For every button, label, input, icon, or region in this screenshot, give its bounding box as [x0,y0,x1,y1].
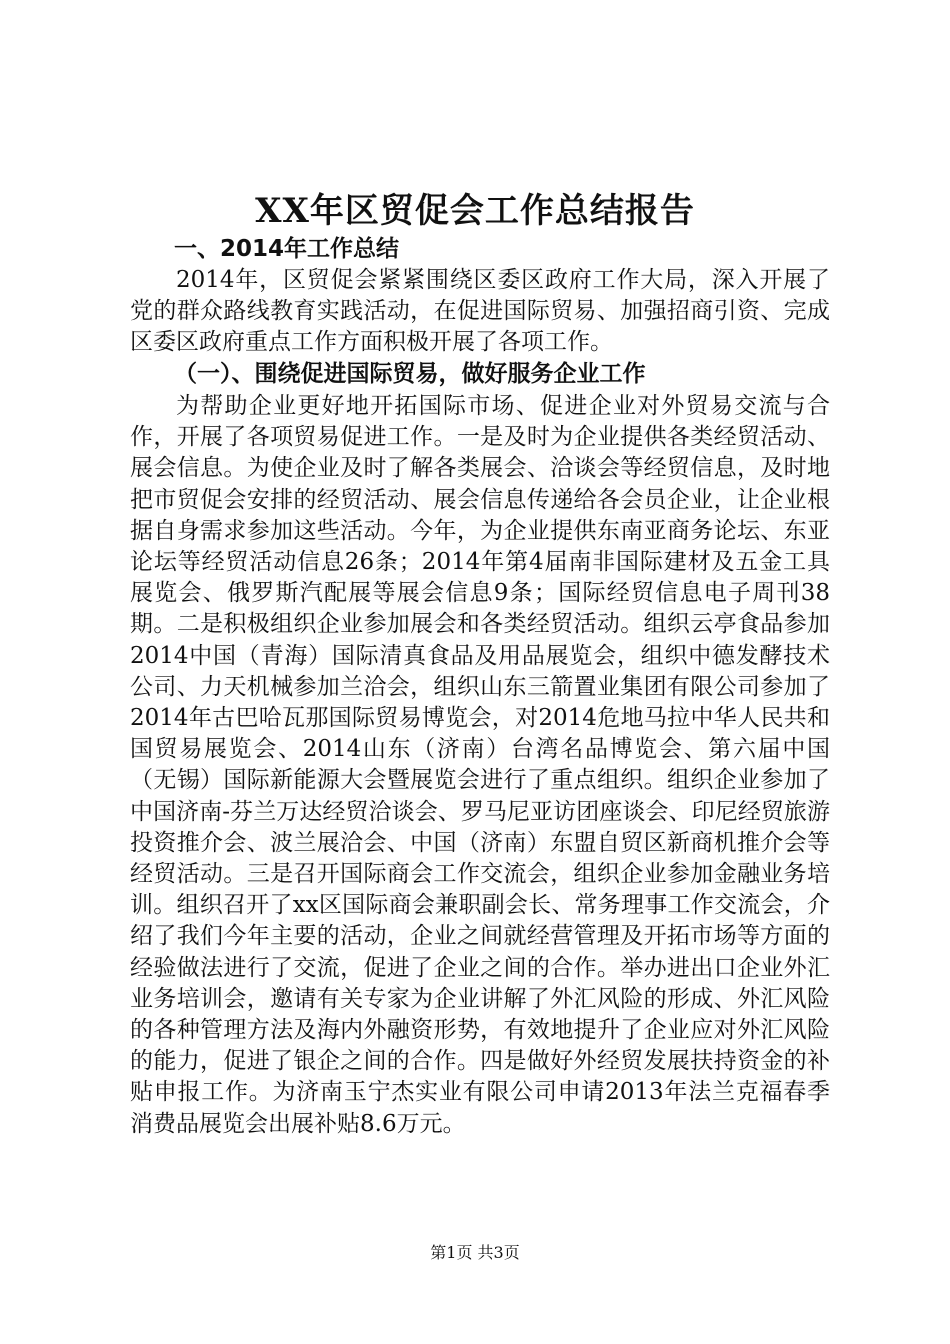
page-number-footer: 第1页 共3页 [430,1243,520,1262]
section-heading: 一、2014年工作总结 [174,236,400,262]
subsection-heading: （一）、围绕促进国际贸易，做好服务企业工作 [174,361,646,387]
body-paragraph: 为帮助企业更好地开拓国际市场、促进企业对外贸易交流与合作，开展了各项贸易促进工作。一是及时为企业提供各类经贸活动、展会信息。为使企业及时了解各类展会、洽谈会等经贸信息，及时地把市贸促会安排的经贸活动、展会信息传递给各会员企业，让企业根据自身需求参加这些活动。今年，为企业提供东南亚商务论坛、东亚论坛等经贸活动信息26条；2014年第4届南非国际建材及五金工具展览会、俄罗斯汽配展等展会信息9条；国际经贸信息电子周刊38期。二是积极组织企业参加展会和各类经贸活动。组织云亭食品参加2014中国（青海）国际清真食品及用品展览会，组织中德发酵技术公司、力天机械参加兰洽会，组织山东三箭置业集团有限公司参加了2014年古巴哈瓦那国际贸易博览会，对2014危地马拉中华人民共和国贸易展览会、2014山东（济南）台湾名品博览会、第六届中国（无锡）国际新能源大会暨展览会进行了重点组织。组织企业参加了中国济南-芬兰万达经贸洽谈会、罗马尼亚访团座谈会、印尼经贸旅游投资推介会、波兰展洽会、中国（济南）东盟自贸区新商机推介会等经贸活动。三是召开国际商会工作交流会，组织企业参加金融业务培训。组织召开了xx区国际商会兼职副会长、常务理事工作交流会，介绍了我们今年主要的活动，企业之间就经营管理及开拓市场等方面的经验做法进行了交流，促进了企业之间的合作。举办进出口企业外汇业务培训会，邀请有关专家为企业讲解了外汇风险的形成、外汇风险的各种管理方法及海内外融资形势，有效地提升了企业应对外汇风险的能力，促进了银企之间的合作。四是做好外经贸发展扶持资金的补贴申报工作。为济南玉宁杰实业有限公司申请2013年法兰克福春季消费品展览会出展补贴8.6万元。 [130,393,830,1137]
document-title: XX年区贸促会工作总结报告 [255,191,695,231]
intro-paragraph: 2014年，区贸促会紧紧围绕区委区政府工作大局，深入开展了党的群众路线教育实践活动，在促进国际贸易、加强招商引资、完成区委区政府重点工作方面积极开展了各项工作。 [130,267,830,356]
